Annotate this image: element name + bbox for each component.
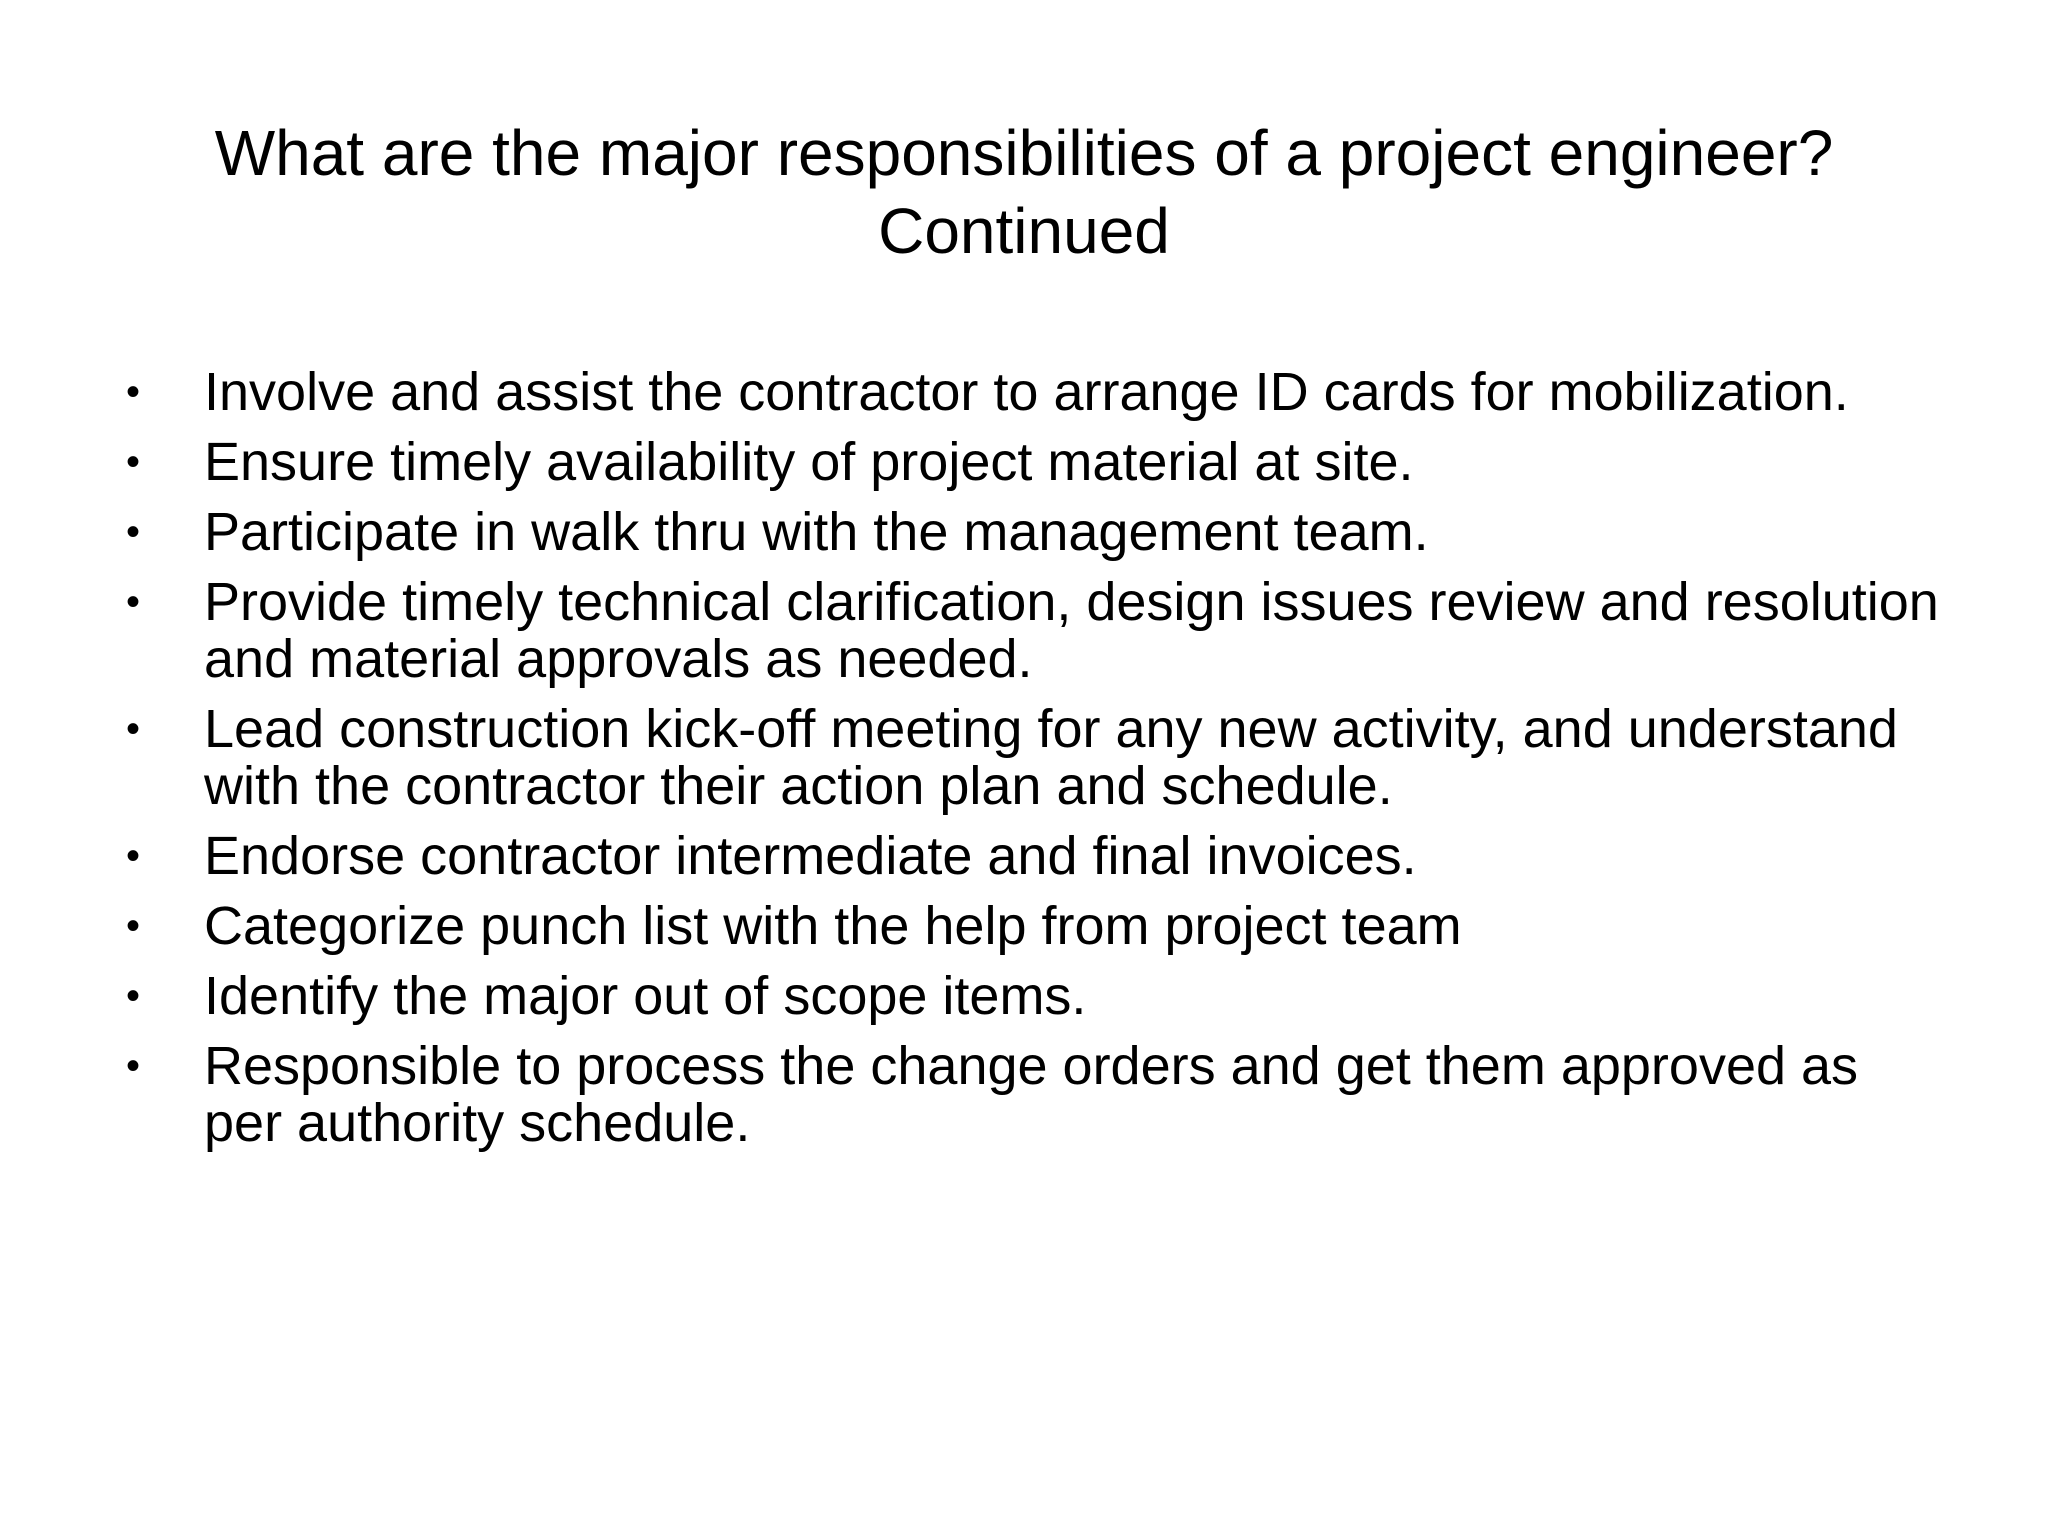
bullet-item xyxy=(120,504,1940,561)
bullet-icon: • xyxy=(126,1044,141,1088)
bullet-item xyxy=(120,1038,1940,1152)
slide-title xyxy=(102,114,1946,270)
bullet-icon: • xyxy=(126,707,141,751)
bullet-text: Provide timely technical clarification, design issues review and resolution and material approvals as needed. xyxy=(204,572,1939,689)
bullet-item xyxy=(120,898,1940,955)
bullet-text: Categorize punch list with the help from project team xyxy=(204,896,1462,956)
bullet-item xyxy=(120,434,1940,491)
bullet-icon: • xyxy=(126,580,141,624)
slide-title-line-1: What are the major responsibilities of a project engineer? xyxy=(214,117,1834,189)
bullet-item xyxy=(120,364,1940,421)
bullet-icon: • xyxy=(126,370,141,414)
bullet-text: Responsible to process the change orders and get them approved as per authority schedule. xyxy=(204,1036,1859,1153)
bullet-text: Identify the major out of scope items. xyxy=(204,966,1087,1026)
bullet-item xyxy=(120,701,1940,815)
bullet-icon: • xyxy=(126,904,141,948)
bullet-icon: • xyxy=(126,974,141,1018)
bullet-item xyxy=(120,968,1940,1025)
bullet-icon: • xyxy=(126,834,141,878)
bullet-text: Involve and assist the contractor to arrange ID cards for mobilization. xyxy=(204,362,1849,422)
bullet-text: Endorse contractor intermediate and final invoices. xyxy=(204,826,1417,886)
bullet-icon: • xyxy=(126,440,141,484)
bullet-text: Ensure timely availability of project material at site. xyxy=(204,432,1414,492)
bullet-item xyxy=(120,574,1940,688)
slide-title-line-2: Continued xyxy=(878,195,1170,267)
bullet-list xyxy=(120,364,1940,1165)
bullet-text: Participate in walk thru with the management team. xyxy=(204,502,1429,562)
bullet-item xyxy=(120,828,1940,885)
bullet-text: Lead construction kick-off meeting for any new activity, and understand with the contractor their action plan and schedule. xyxy=(204,699,1898,816)
bullet-icon: • xyxy=(126,510,141,554)
